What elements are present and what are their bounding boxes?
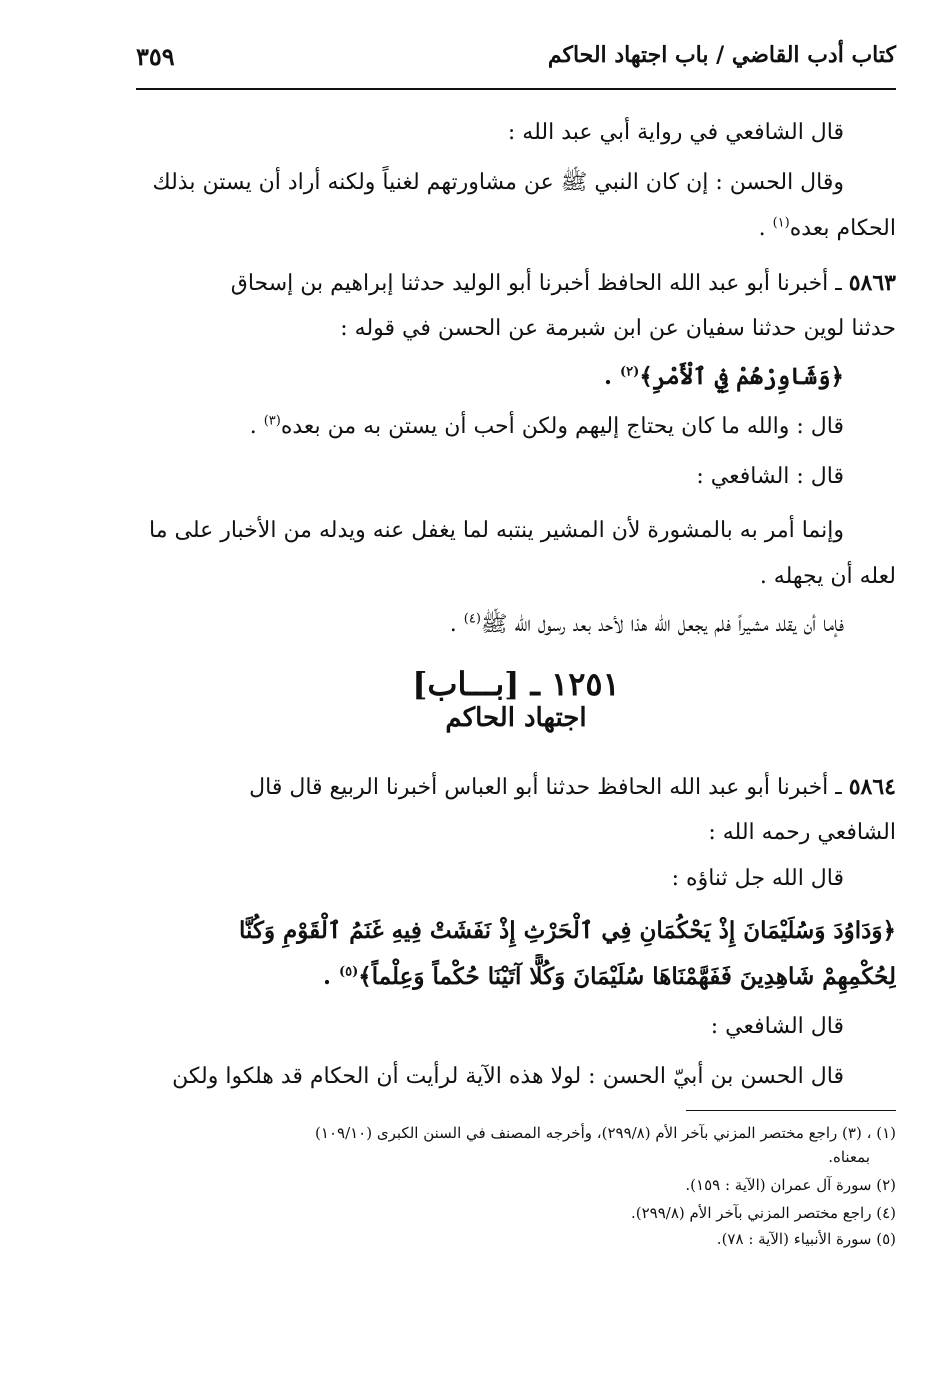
footnote-ref-2: (٢) <box>620 364 640 380</box>
paragraph-qal-wallah: قال : والله ما كان يحتاج إليهم ولكن أحب أن يستن به من بعده$^{(٣)}$ . <box>249 413 844 439</box>
paragraph-qal-shafii-2: قال الشافعي : <box>710 1014 844 1039</box>
paragraph-hasan-ibn-abi-hasan: قال الحسن بن أبيّ الحسن : لولا هذه الآية لرأيت أن الحكام قد هلكوا ولكن <box>172 1064 844 1089</box>
hadith-5864-line2: الشافعي رحمه الله : <box>708 820 896 845</box>
page-header <box>136 30 896 90</box>
footnote-ref-1: (١) <box>772 215 790 231</box>
hadith-5864-line1: ٥٨٦٤ ـ أخبرنا أبو عبد الله الحافظ حدثنا أبو العباس أخبرنا الربيع قال قال <box>249 774 896 800</box>
footnote-ref-5: (٥) <box>338 964 359 980</box>
paragraph-hasan-line2: الحكام بعده$^{(١)}$ . <box>758 215 896 241</box>
footnote-2: (٢) سورة آل عمران (الآية : ١٥٩). <box>685 1176 896 1194</box>
footnote-ref-4: (٤) <box>463 611 481 627</box>
paragraph-shafii-riwaya: قال الشافعي في رواية أبي عبد الله : <box>507 120 844 145</box>
quran-verse-2-line1: ﴿وَدَاوُدَ وَسُلَيْمَانَ إِذْ يَحْكُمَانِ فِي ٱلْحَرْثِ إِذْ نَفَشَتْ فِيهِ غَنَمُ ٱلْقَوْمِ وَكُنَّا <box>239 917 896 944</box>
quran-verse-1: ﴿وَشَاوِرْهُمْ فِي ٱلْأَمْرِ﴾$^{(٢)}$ . <box>604 363 844 390</box>
paragraph-mashura-line1: وإنما أمر به بالمشورة لأن المشير ينتبه لما يغفل عنه ويدله من الأخبار على ما <box>149 518 844 543</box>
hadith-5863-line1: ٥٨٦٣ ـ أخبرنا أبو عبد الله الحافظ أخبرنا أبو الوليد حدثنا إبراهيم بن إسحاق <box>230 270 896 296</box>
quran-verse-2-line2: لِحُكْمِهِمْ شَاهِدِينَ فَفَهَّمْنَاهَا سُلَيْمَانَ وَكُلًّا آتَيْنَا حُكْماً وَعِلْماً﴾$^{(٥)}$ . <box>322 963 896 990</box>
hadith-number-5864: ٥٨٦٤ <box>848 774 896 800</box>
paragraph-mashura-line2: لعله أن يجهله . <box>759 564 896 589</box>
paragraph-qal-shafii: قال : الشافعي : <box>696 464 844 489</box>
footnote-4: (٤) راجع مختصر المزني بآخر الأم (٢٩٩/٨). <box>630 1204 896 1222</box>
hadith-number-5863: ٥٨٦٣ <box>848 270 896 296</box>
paragraph-hasan-line1: وقال الحسن : إن كان النبي ﷺ عن مشاورتهم لغنياً ولكنه أراد أن يستن بذلك <box>152 170 844 195</box>
hadith-5863-line2: حدثنا لوين حدثنا سفيان عن ابن شبرمة عن الحسن في قوله : <box>340 316 896 341</box>
page-number: ٣٥٩ <box>136 42 175 71</box>
chapter-heading <box>136 665 896 733</box>
footnote-1-line2: بمعناه. <box>828 1148 870 1166</box>
footnote-1-line1: (١) ، (٣) راجع مختصر المزني بآخر الأم (٢٩٩/٨)، وأخرجه المصنف في السنن الكبرى (١٠٩/١٠) <box>315 1124 896 1142</box>
footnote-5: (٥) سورة الأنبياء (الآية : ٧٨). <box>716 1230 896 1248</box>
paragraph-yuqallid: فإما أن يقلد مشيراً فلم يجعل الله هذا لأحد بعد رسول الله ﷺ$^{(٤)}$ . <box>449 611 844 637</box>
chapter-title: اجتهاد الحاكم <box>445 703 587 733</box>
running-title: كتاب أدب القاضي / باب اجتهاد الحاكم <box>547 42 896 68</box>
paragraph-qal-allah: قال الله جل ثناؤه : <box>671 866 844 891</box>
footnote-separator <box>686 1110 896 1111</box>
footnote-ref-3: (٣) <box>263 413 281 429</box>
chapter-number: ١٢٥١ ـ [بـــاب] <box>412 665 620 703</box>
